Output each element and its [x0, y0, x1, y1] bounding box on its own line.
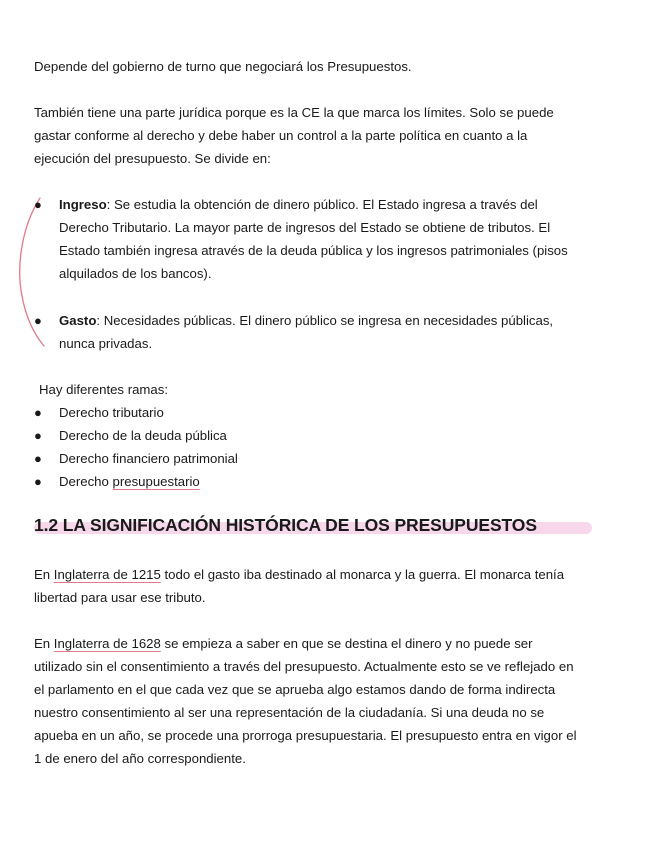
bullet-gasto-line-1 [59, 309, 625, 332]
rama-item: Derecho tributario [59, 405, 164, 420]
juridica-line-2: gastar conforme al derecho y debe haber un control a la parte política en cuanto a la [34, 128, 528, 143]
bullet-point-icon: ● [34, 197, 42, 212]
ramas-intro: Hay diferentes ramas: [39, 382, 168, 397]
para2-line-1 [34, 632, 624, 655]
rama-item [59, 470, 625, 493]
bullet-ingreso-line-3: Estado también ingresa através de la deuda pública y los ingresos patrimoniales (pisos [59, 243, 568, 258]
bullet-ingreso-line-1 [59, 193, 625, 216]
bullet-text: : Necesidades públicas. El dinero público se ingresa en necesidades públicas, [96, 313, 554, 328]
bullet-term: Gasto [59, 313, 97, 328]
bullet-text: : Se estudia la obtención de dinero público. El Estado ingresa a través del [106, 197, 538, 212]
bullet-ingreso-line-2: Derecho Tributario. La mayor parte de ingresos del Estado se obtiene de tributos. El [59, 220, 551, 235]
para2-line-3: el parlamento en el que cada vez que se aprueba algo estamos dando de forma indirecta [34, 682, 556, 697]
bullet-point-icon: ● [34, 474, 42, 489]
rama-prefix: Derecho [59, 474, 113, 489]
para1-line-2: libertad para usar ese tributo. [34, 590, 206, 605]
para2-line-2: utilizado sin el consentimiento a través del presupuesto. Actualmente esto se ve reflejado en [34, 659, 574, 674]
para2-underlined: Inglaterra de 1628 [53, 636, 161, 651]
bullet-point-icon: ● [34, 428, 42, 443]
para2-prefix: En [34, 636, 54, 651]
para1-underlined: Inglaterra de 1215 [53, 567, 161, 582]
para1-prefix: En [34, 567, 54, 582]
para2-line-4: nuestro consentimiento al ser una representación de la ciudadanía. Si una deuda no se [34, 705, 545, 720]
bullet-term: Ingreso [59, 197, 107, 212]
para2-rest: se empieza a saber en que se destina el dinero y no puede ser [160, 636, 533, 651]
section-heading: 1.2 LA SIGNIFICACIÓN HISTÓRICA DE LOS PRESUPUESTOS [34, 515, 537, 535]
bullet-point-icon: ● [34, 405, 42, 420]
bullet-point-icon: ● [34, 451, 42, 466]
rama-item: Derecho financiero patrimonial [59, 451, 238, 466]
rama-underlined-word: presupuestario [112, 474, 200, 489]
bullet-ingreso-line-4: alquilados de los bancos). [59, 266, 212, 281]
para1-rest: todo el gasto iba destinado al monarca y la guerra. El monarca tenía [160, 567, 565, 582]
rama-item: Derecho de la deuda pública [59, 428, 227, 443]
para1-line-1 [34, 563, 624, 586]
bullet-gasto-line-2: nunca privadas. [59, 336, 153, 351]
para2-line-5: apueba en un año, se procede una prorroga presupuestaria. El presupuesto entra en vigor el [34, 728, 577, 743]
para2-line-6: 1 de enero del año correspondiente. [34, 751, 246, 766]
juridica-line-3: ejecución del presupuesto. Se divide en: [34, 151, 271, 166]
bullet-point-icon: ● [34, 313, 42, 328]
juridica-line-1: También tiene una parte jurídica porque es la CE la que marca los límites. Solo se puede [34, 105, 554, 120]
intro-paragraph: Depende del gobierno de turno que negociará los Presupuestos. [34, 59, 412, 74]
